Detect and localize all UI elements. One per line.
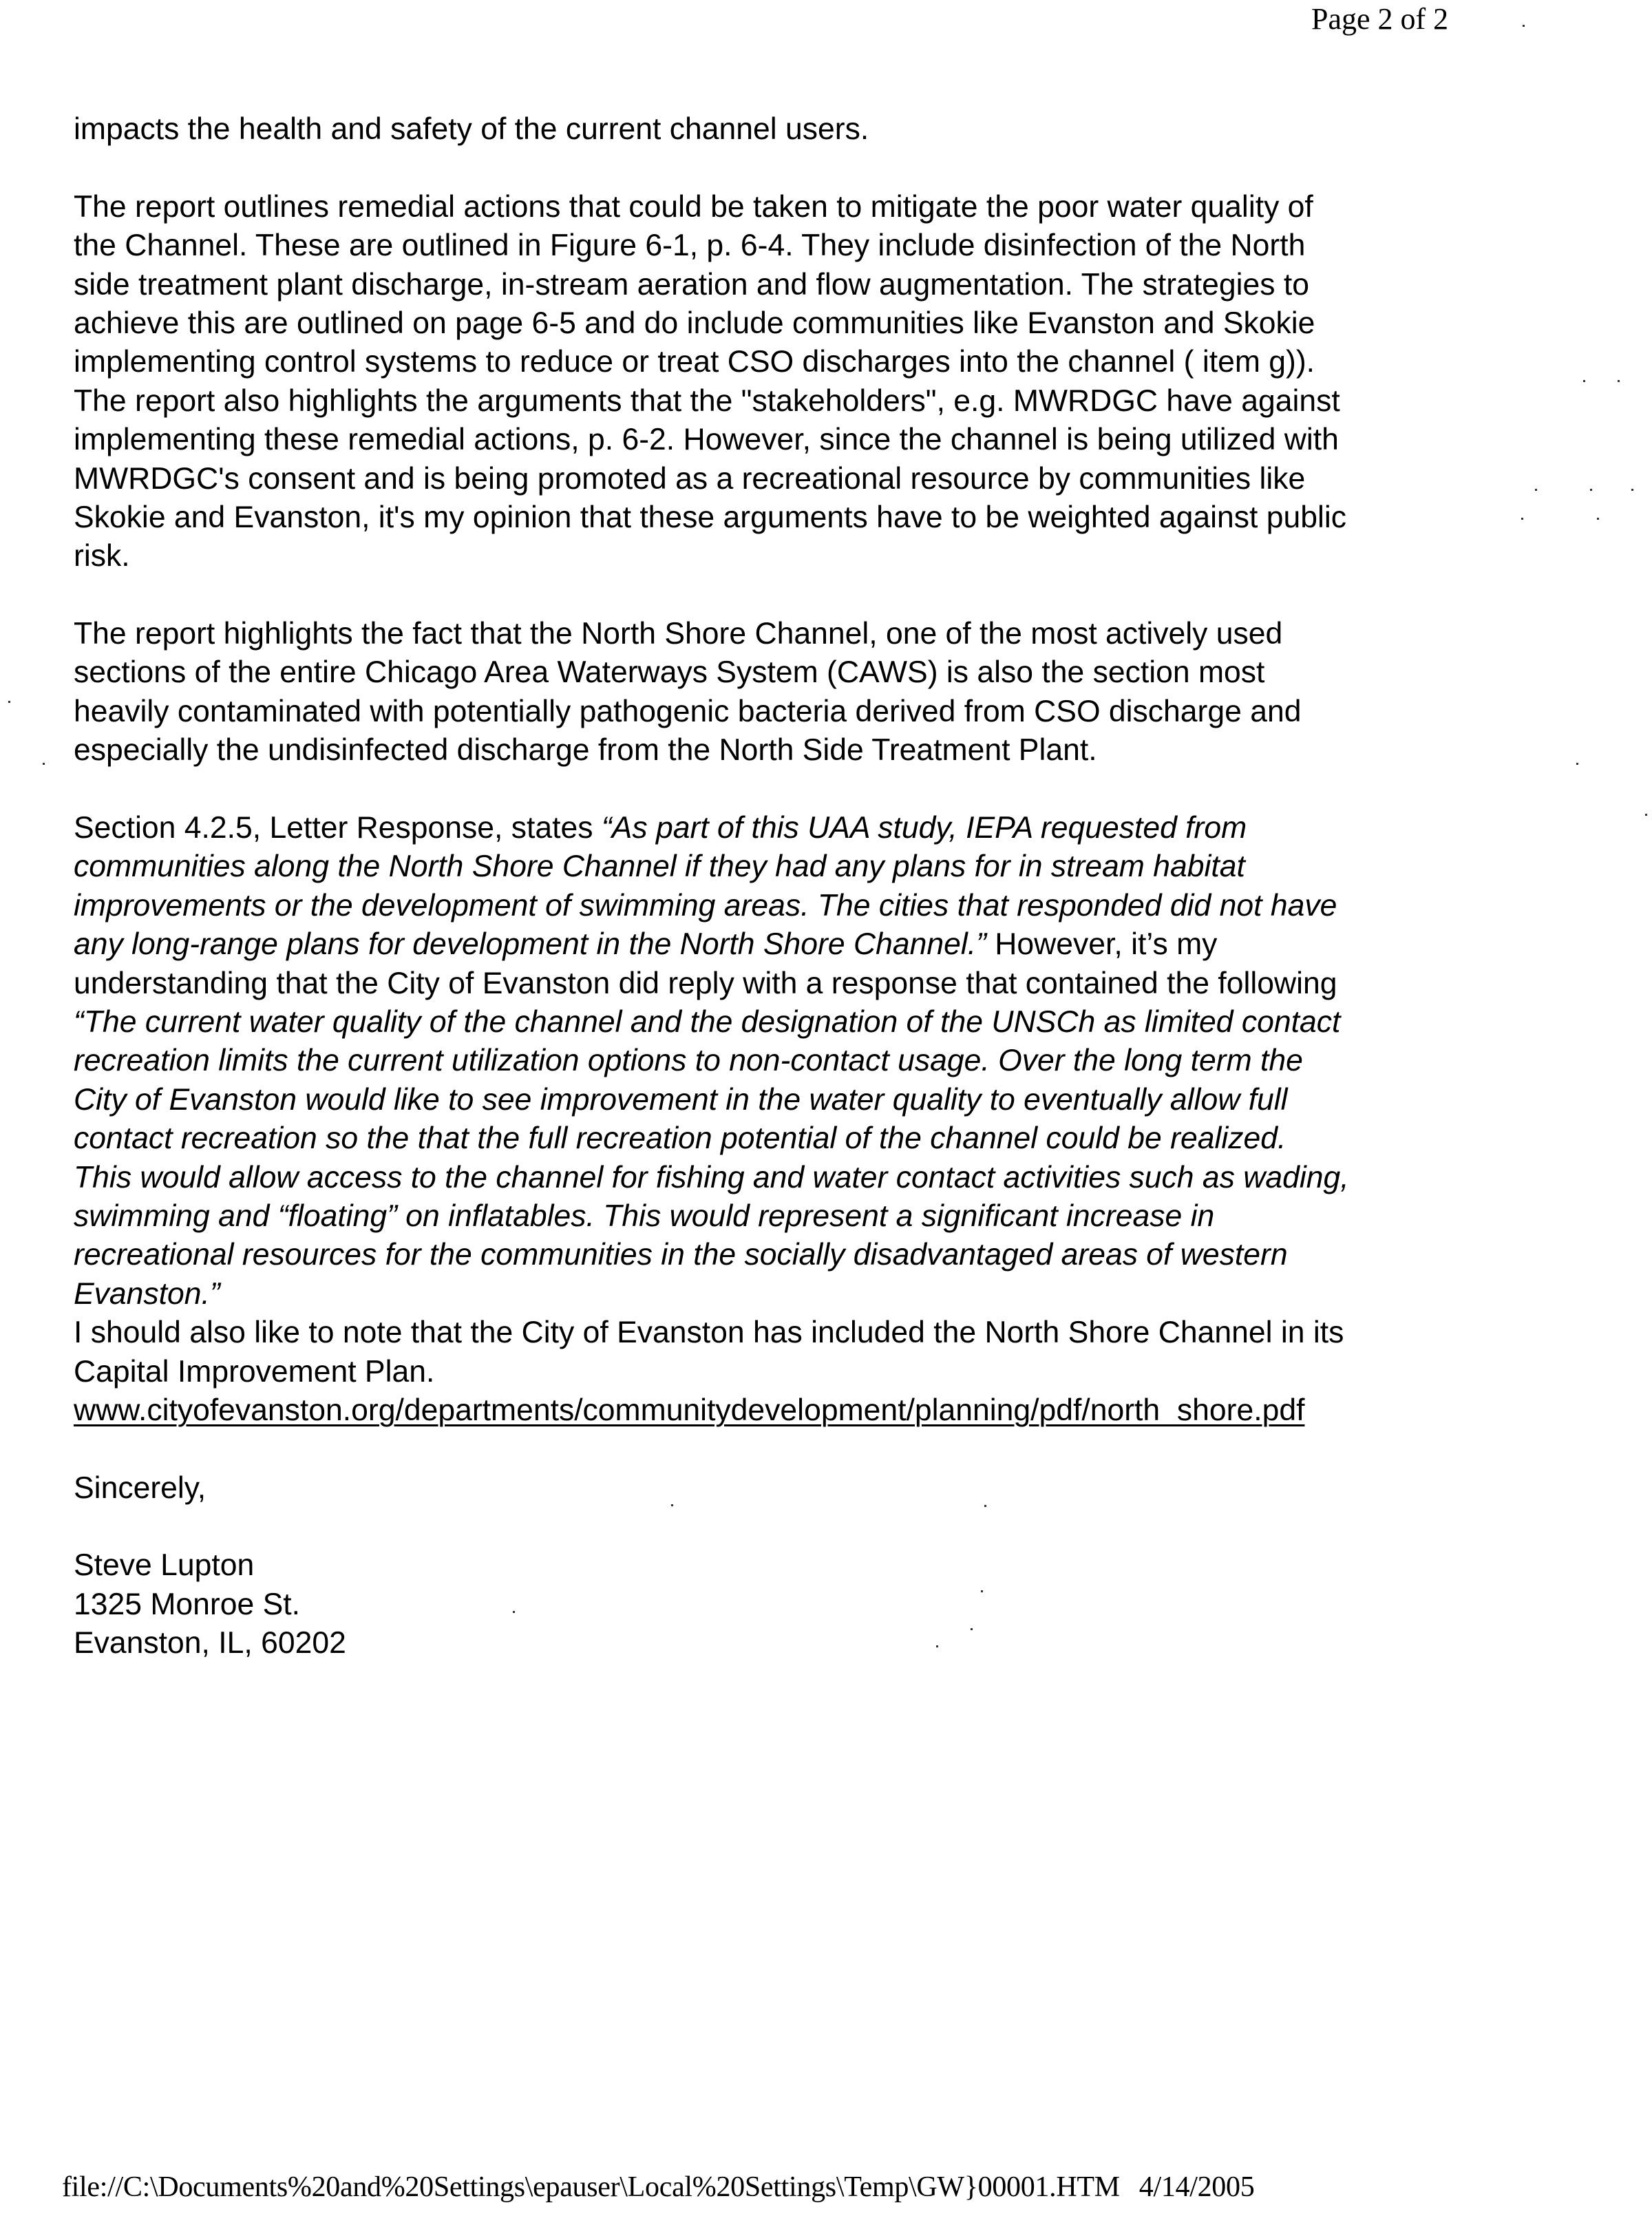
text-line (74, 925, 1588, 964)
signer-city: Evanston, IL, 60202 (74, 1626, 346, 1660)
signer-name: Steve Lupton (74, 1548, 255, 1583)
text-line: Capital Improvement Plan. (74, 1354, 435, 1389)
text-line: implementing control systems to reduce or treat CSO discharges into the channel ( item g)). (74, 345, 1315, 379)
quoted-text-line: recreational resources for the communities in the socially disadvantaged areas of western (74, 1238, 1288, 1272)
plain-text: Section 4.2.5, Letter Response, states (74, 811, 602, 845)
page-indicator: Page 2 of 2 (1311, 2, 1449, 36)
text-line: Skokie and Evanston, it's my opinion that these arguments have to be weighted against public (74, 500, 1346, 534)
file-path: file://C:\Documents%20and%20Settings\epauser\Local%20Settings\Temp\GW}00001.HTM (62, 2171, 1120, 2203)
text-line: The report also highlights the arguments that the "stakeholders", e.g. MWRDGC have against (74, 383, 1340, 418)
text-line: understanding that the City of Evanston did reply with a response that contained the following (74, 966, 1337, 1000)
scan-speck (971, 1628, 973, 1630)
closing: Sincerely, (74, 1470, 206, 1505)
text-line: implementing these remedial actions, p. 6-2. However, since the channel is being utilized with (74, 423, 1339, 457)
text-line: achieve this are outlined on page 6-5 and do include communities like Evanston and Skokie (74, 306, 1315, 340)
print-footer (62, 2170, 1254, 2204)
quoted-text-line: Evanston.” (74, 1276, 220, 1311)
quoted-text-line: improvements or the development of swimming areas. The cities that responded did not have (74, 888, 1337, 922)
quoted-text: any long-range plans for development in the North Shore Channel.” (74, 927, 986, 962)
text-line: The report outlines remedial actions that could be taken to mitigate the poor water quality of (74, 189, 1313, 224)
text-line: especially the undisinfected discharge from the North Side Treatment Plant. (74, 733, 1097, 768)
text-line: The report highlights the fact that the North Shore Channel, one of the most actively used (74, 617, 1283, 651)
scan-speck (1631, 489, 1633, 491)
quoted-text-line: “The current water quality of the channel and the designation of the UNSCh as limited contact (74, 1004, 1341, 1039)
scan-speck (1618, 380, 1620, 382)
text-line: impacts the health and safety of the current channel users. (74, 112, 869, 146)
quoted-text-line: This would allow access to the channel for fishing and water contact activities such as wading, (74, 1160, 1349, 1194)
text-line: the Channel. These are outlined in Figure 6-1, p. 6-4. They include disinfection of the North (74, 229, 1306, 263)
text-line: heavily contaminated with potentially pathogenic bacteria derived from CSO discharge and (74, 694, 1302, 728)
scan-speck (1523, 25, 1525, 27)
scan-speck (1535, 489, 1537, 491)
scan-speck (981, 1590, 983, 1592)
capital-plan-link[interactable]: www.cityofevanston.org/departments/communitydevelopment/planning/pdf/north_shore.pdf (74, 1393, 1305, 1427)
scan-speck (1590, 489, 1592, 491)
paragraph-2-remedial-actions (74, 188, 1588, 576)
evanston-quote (74, 1003, 1588, 1314)
quoted-text-line: recreation limits the current utilization options to non-contact usage. Over the long term the (74, 1044, 1303, 1078)
plain-text: However, it’s my (986, 927, 1218, 962)
paragraph-3-contamination (74, 615, 1588, 770)
scan-speck (1521, 518, 1523, 520)
paragraph-gap (74, 1508, 1588, 1546)
quoted-text-line: swimming and “floating” on inflatables. This would represent a significant increase in (74, 1199, 1215, 1233)
quoted-text: “As part of this UAA study, IEPA requested from (601, 811, 1247, 845)
scan-speck (1583, 380, 1585, 382)
scan-speck (984, 1505, 986, 1507)
letter-body (74, 110, 1588, 1663)
scan-speck (8, 701, 10, 703)
text-line: risk. (74, 539, 130, 573)
signer-street: 1325 Monroe St. (74, 1587, 301, 1621)
paragraph-4-letter-response (74, 809, 1588, 1430)
scan-speck (1645, 814, 1647, 816)
quoted-text-line: contact recreation so the that the full recreation potential of the channel could be realized. (74, 1121, 1286, 1156)
scan-speck (936, 1645, 938, 1647)
paragraph-gap (74, 149, 1588, 187)
paragraph-1 (74, 110, 1588, 149)
scan-speck (43, 763, 45, 765)
print-date: 4/14/2005 (1139, 2171, 1255, 2203)
scan-speck (1597, 518, 1599, 520)
text-line: MWRDGC's consent and is being promoted as a recreational resource by communities like (74, 461, 1306, 496)
scan-speck (671, 1504, 673, 1506)
text-line: sections of the entire Chicago Area Waterways System (CAWS) is also the section most (74, 655, 1265, 690)
scan-speck (513, 1611, 515, 1613)
quoted-text-line: City of Evanston would like to see improvement in the water quality to eventually allow full (74, 1082, 1288, 1117)
paragraph-gap (74, 770, 1588, 809)
url-line (74, 1391, 1588, 1430)
paragraph-gap (74, 576, 1588, 615)
signature-block (74, 1546, 1588, 1663)
text-line: side treatment plant discharge, in-stream aeration and flow augmentation. The strategies to (74, 267, 1310, 302)
paragraph-gap (74, 1430, 1588, 1468)
text-line (74, 809, 1588, 847)
quoted-text-line: communities along the North Shore Channel if they had any plans for in stream habitat (74, 850, 1245, 884)
scan-speck (1576, 763, 1578, 765)
text-line: I should also like to note that the City of Evanston has included the North Shore Channel in its (74, 1316, 1344, 1350)
